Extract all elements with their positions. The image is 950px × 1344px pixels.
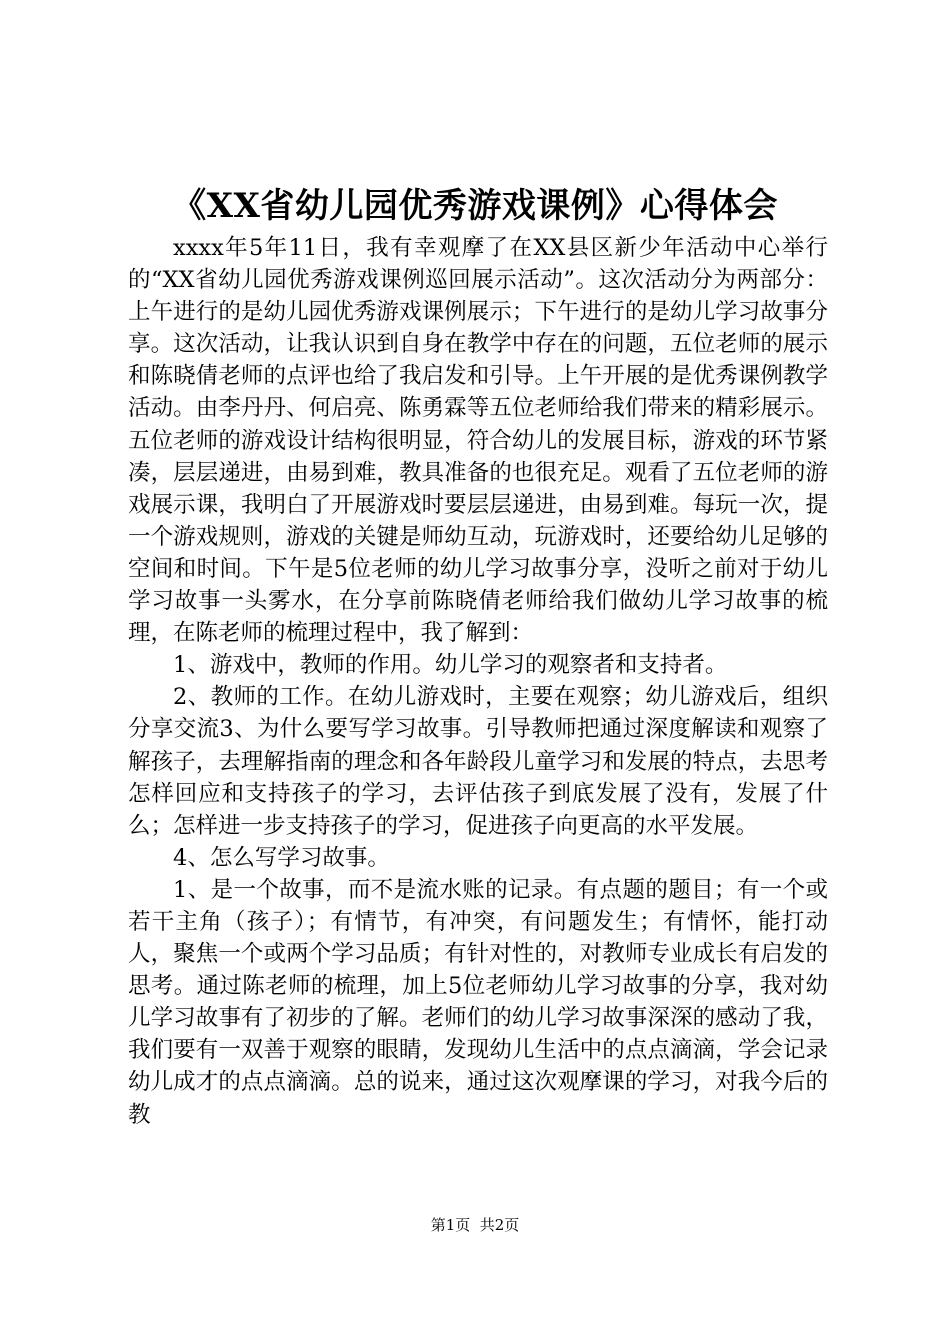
- document-body: [128, 232, 828, 1131]
- paragraph: 1、游戏中，教师的作用。幼儿学习的观察者和支持者。: [173, 652, 728, 679]
- page-footer: 第1页 共2页: [430, 1216, 520, 1234]
- paragraph: xxxx年5年11日，我有幸观摩了在XX县区新少年活动中心举行的“XX省幼儿园优秀游戏课例巡回展示活动”。这次活动分为两部分：上午进行的是幼儿园优秀游戏课例展示；下午进行的是幼儿学习故事分享。这次活动，让我认识到自身在教学中存在的问题，五位老师的展示和陈晓倩老师的点评也给了我启发和引导。上午开展的是优秀课例教学活动。由李丹丹、何启亮、陈勇霖等五位老师给我们带来的精彩展示。五位老师的游戏设计结构很明显，符合幼儿的发展目标，游戏的环节紧凑，层层递进，由易到难，教具准备的也很充足。观看了五位老师的游戏展示课，我明白了开展游戏时要层层递进，由易到难。每玩一次，提一个游戏规则，游戏的关键是师幼互动，玩游戏时，还要给幼儿足够的空间和时间。下午是5位老师的幼儿学习故事分享，没听之前对于幼儿学习故事一头雾水，在分享前陈晓倩老师给我们做幼儿学习故事的梳理，在陈老师的梳理过程中，我了解到：: [128, 235, 828, 647]
- paragraph: 2、教师的工作。在幼儿游戏时，主要在观察；幼儿游戏后，组织分享交流3、为什么要写学习故事。引导教师把通过深度解读和观察了解孩子，去理解指南的理念和各年龄段儿童学习和发展的特点，去思考怎样回应和支持孩子的学习，去评估孩子到底发展了没有，发展了什么；怎样进一步支持孩子的学习，促进孩子向更高的水平发展。: [128, 684, 828, 839]
- paragraph: 4、怎么写学习故事。: [173, 844, 390, 871]
- paragraph: 1、是一个故事，而不是流水账的记录。有点题的题目；有一个或若干主角（孩子）；有情节，有冲突，有问题发生；有情怀，能打动人，聚焦一个或两个学习品质；有针对性的，对教师专业成长有启发的思考。通过陈老师的梳理，加上5位老师幼儿学习故事的分享，我对幼儿学习故事有了初步的了解。老师们的幼儿学习故事深深的感动了我，我们要有一双善于观察的眼睛，发现幼儿生活中的点点滴滴，学会记录幼儿成才的点点滴滴。总的说来，通过这次观摩课的学习，对我今后的教: [128, 876, 828, 1128]
- document-title: 《XX省幼儿园优秀游戏课例》心得体会: [172, 186, 778, 226]
